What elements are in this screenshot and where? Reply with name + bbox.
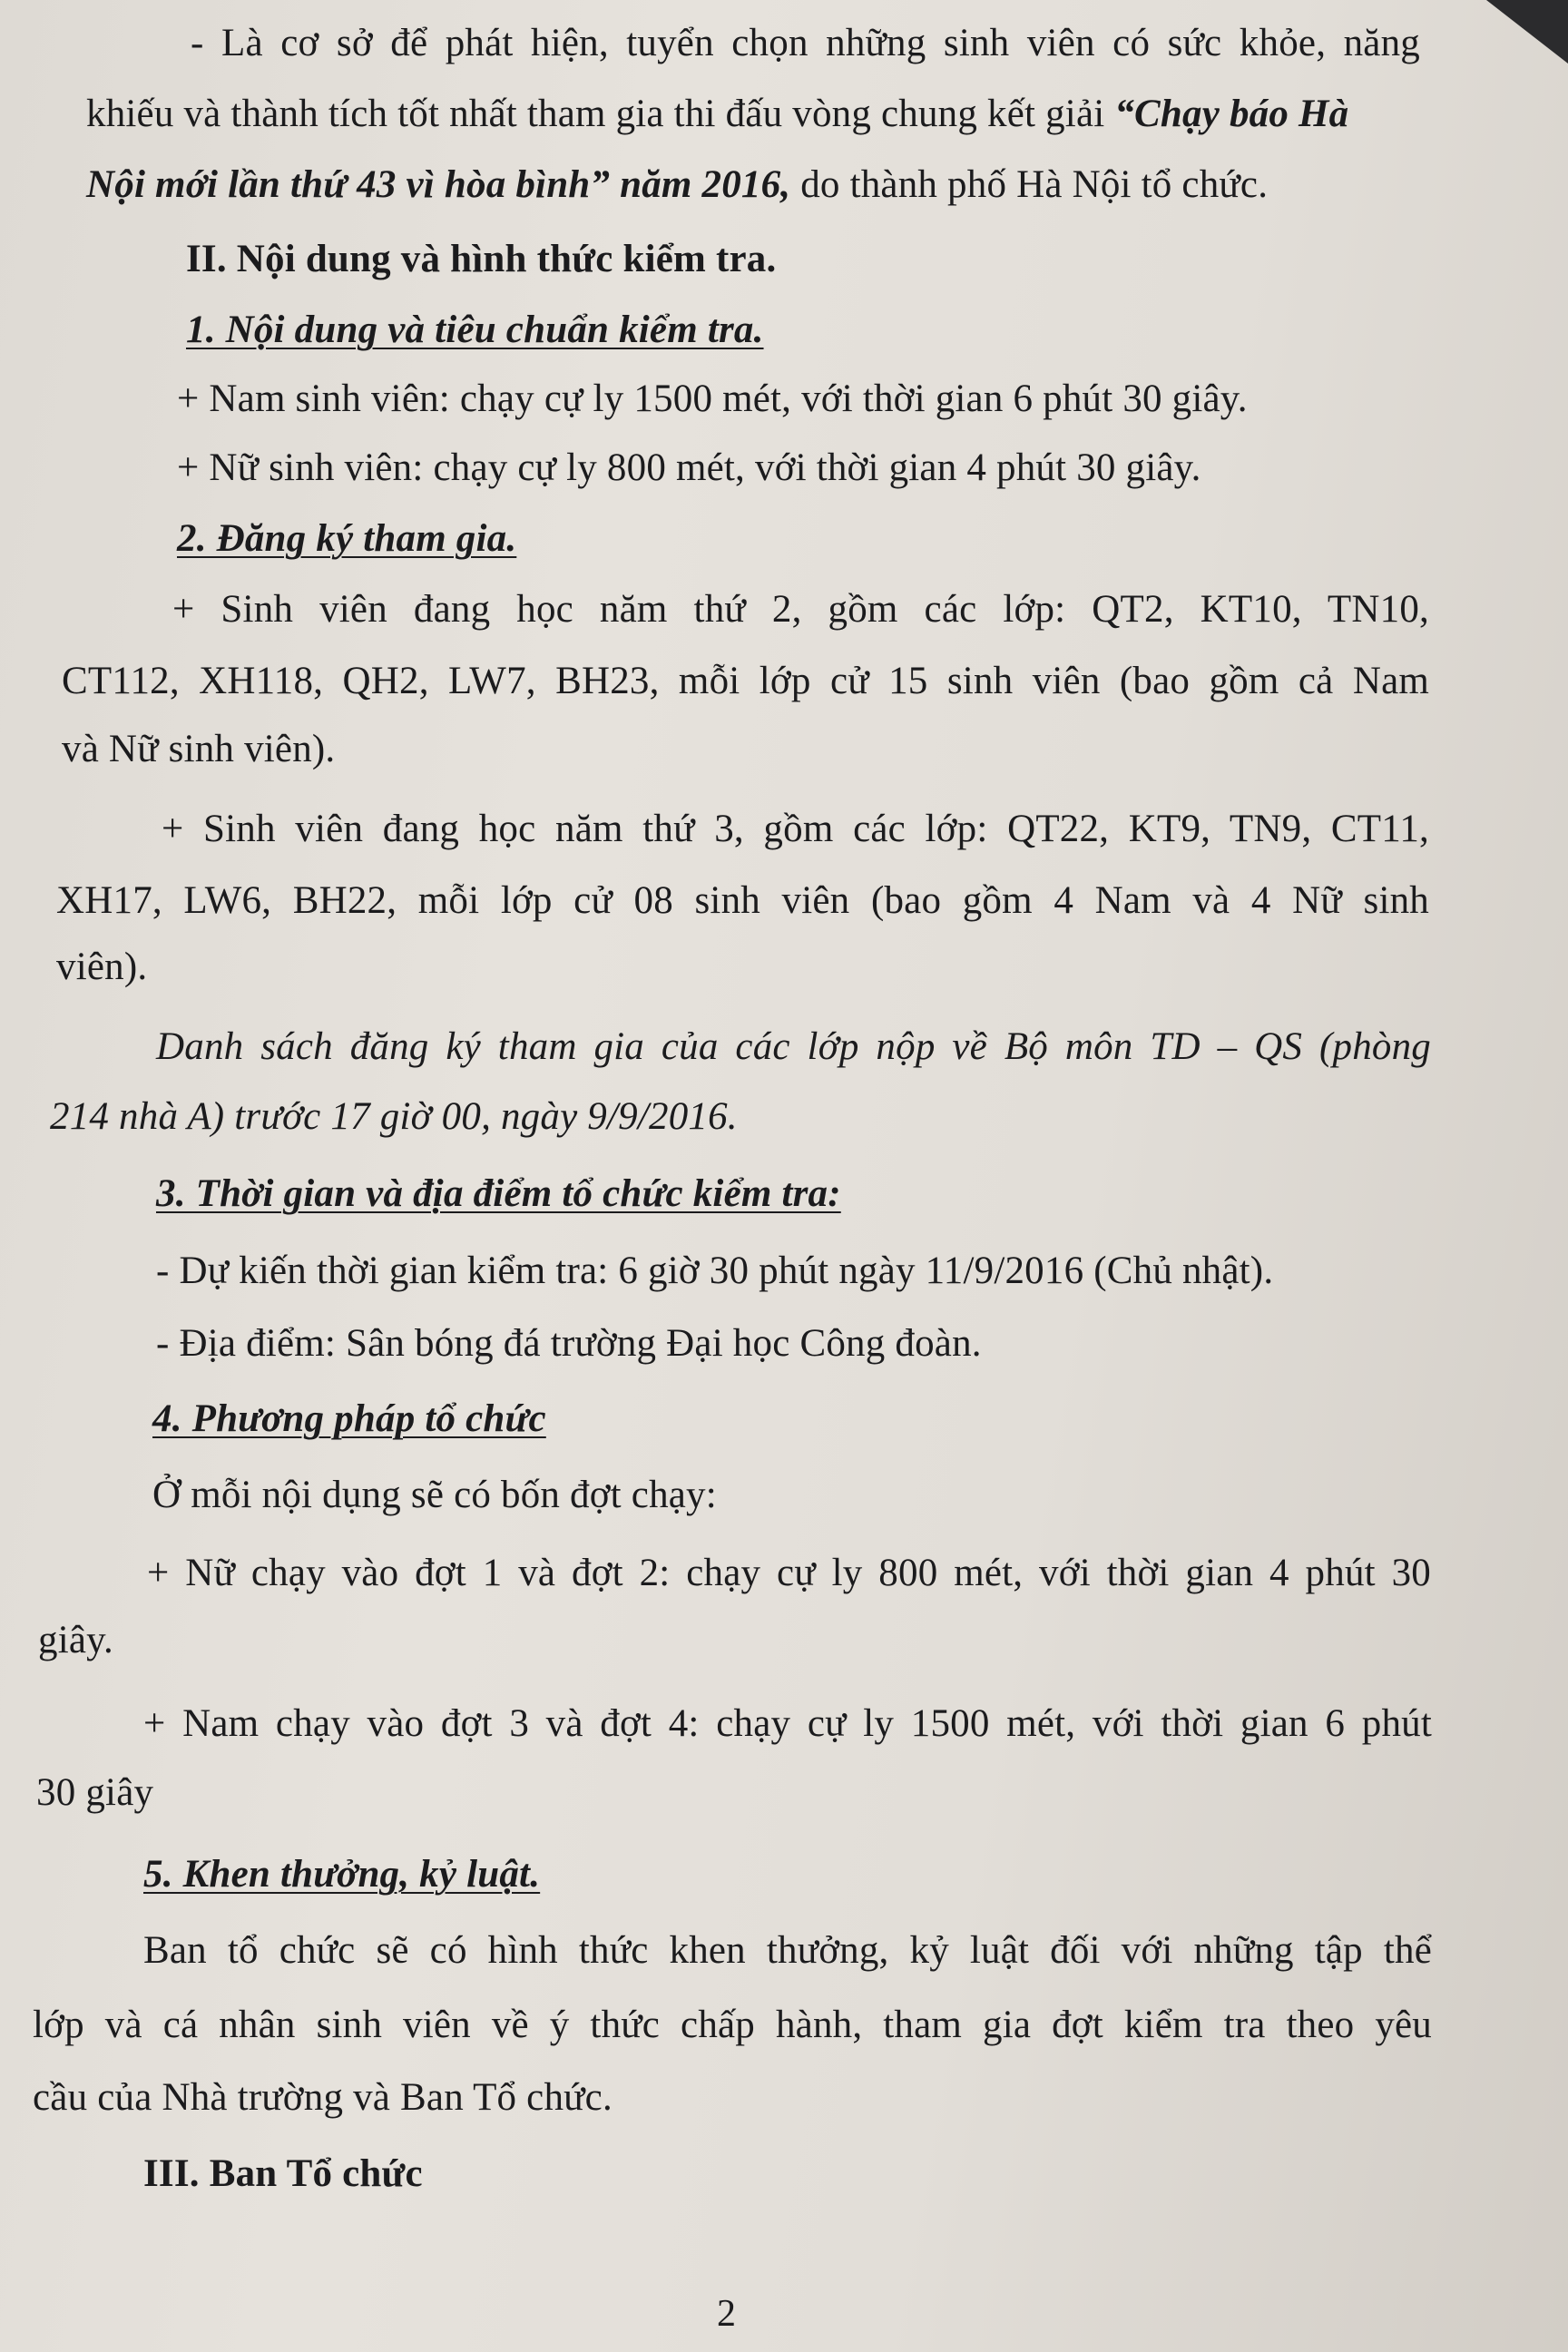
- sub3-heading: 3. Thời gian và địa điểm tổ chức kiểm tra:: [156, 1172, 841, 1215]
- sub5-line-3: cầu của Nhà trường và Ban Tổ chức.: [33, 2076, 612, 2119]
- sub3-item-2: - Địa điểm: Sân bóng đá trường Đại học Công đoàn.: [156, 1322, 982, 1365]
- sub5-heading: 5. Khen thưởng, kỷ luật.: [143, 1853, 541, 1896]
- section-2-heading: II. Nội dung và hình thức kiểm tra.: [186, 238, 777, 280]
- event-name-part-2: Nội mới lần thứ 43 vì hòa bình”: [86, 163, 611, 206]
- sub1-item-2: + Nữ sinh viên: chạy cự ly 800 mét, với thời gian 4 phút 30 giây.: [177, 446, 1201, 489]
- page-number: 2: [717, 2293, 736, 2335]
- sub1-heading: 1. Nội dung và tiêu chuẩn kiểm tra.: [186, 309, 764, 351]
- intro-line-3-text: do thành phố Hà Nội tổ chức.: [790, 163, 1269, 206]
- sub2-note-line-1: Danh sách đăng ký tham gia của các lớp nộp về Bộ môn TD – QS (phòng: [156, 1025, 1431, 1068]
- sub4-intro: Ở mỗi nội dụng sẽ có bốn đợt chạy:: [152, 1474, 717, 1516]
- sub2-heading: 2. Đăng ký tham gia.: [177, 517, 517, 560]
- sub2-p1-line-2: CT112, XH118, QH2, LW7, BH23, mỗi lớp cử 15 sinh viên (bao gồm cả Nam: [62, 660, 1429, 702]
- sub4-women-line-2: giây.: [38, 1619, 113, 1661]
- sub4-men-line-2: 30 giây: [36, 1771, 154, 1814]
- event-name-part-1: “Chạy báo Hà: [1114, 93, 1349, 135]
- sub2-p1-line-3: và Nữ sinh viên).: [62, 728, 336, 770]
- sub5-line-1: Ban tổ chức sẽ có hình thức khen thưởng, kỷ luật đối với những tập thể: [143, 1929, 1432, 1972]
- sub1-item-1: + Nam sinh viên: chạy cự ly 1500 mét, với thời gian 6 phút 30 giây.: [177, 377, 1248, 420]
- sub2-p2-line-2: XH17, LW6, BH22, mỗi lớp cử 08 sinh viên (bao gồm 4 Nam và 4 Nữ sinh: [56, 879, 1429, 922]
- section-3-heading: III. Ban Tổ chức: [143, 2152, 423, 2195]
- sub2-p2-line-1: + Sinh viên đang học năm thứ 3, gồm các lớp: QT22, KT9, TN9, CT11,: [162, 808, 1429, 850]
- sub4-heading: 4. Phương pháp tổ chức: [152, 1397, 546, 1440]
- sub5-line-2: lớp và cá nhân sinh viên về ý thức chấp hành, tham gia đợt kiểm tra theo yêu: [33, 2004, 1432, 2046]
- sub2-p2-line-3: viên).: [56, 946, 148, 988]
- sub4-women-line-1: + Nữ chạy vào đợt 1 và đợt 2: chạy cự ly 800 mét, với thời gian 4 phút 30: [147, 1552, 1431, 1594]
- sub2-p1-line-1: + Sinh viên đang học năm thứ 2, gồm các lớp: QT2, KT10, TN10,: [172, 588, 1429, 631]
- sub2-note-line-2: 214 nhà A) trước 17 giờ 00, ngày 9/9/2016.: [50, 1095, 738, 1138]
- intro-line-3: [86, 162, 1268, 209]
- event-year: năm 2016,: [610, 163, 791, 206]
- intro-line-1: - Là cơ sở để phát hiện, tuyển chọn những sinh viên có sức khỏe, năng: [191, 22, 1420, 64]
- intro-line-2: [86, 91, 1420, 138]
- sub3-item-1: - Dự kiến thời gian kiểm tra: 6 giờ 30 phút ngày 11/9/2016 (Chủ nhật).: [156, 1250, 1274, 1292]
- intro-line-2-text: khiếu và thành tích tốt nhất tham gia thi đấu vòng chung kết giải: [86, 93, 1115, 135]
- sub4-men-line-1: + Nam chạy vào đợt 3 và đợt 4: chạy cự ly 1500 mét, với thời gian 6 phút: [143, 1702, 1432, 1745]
